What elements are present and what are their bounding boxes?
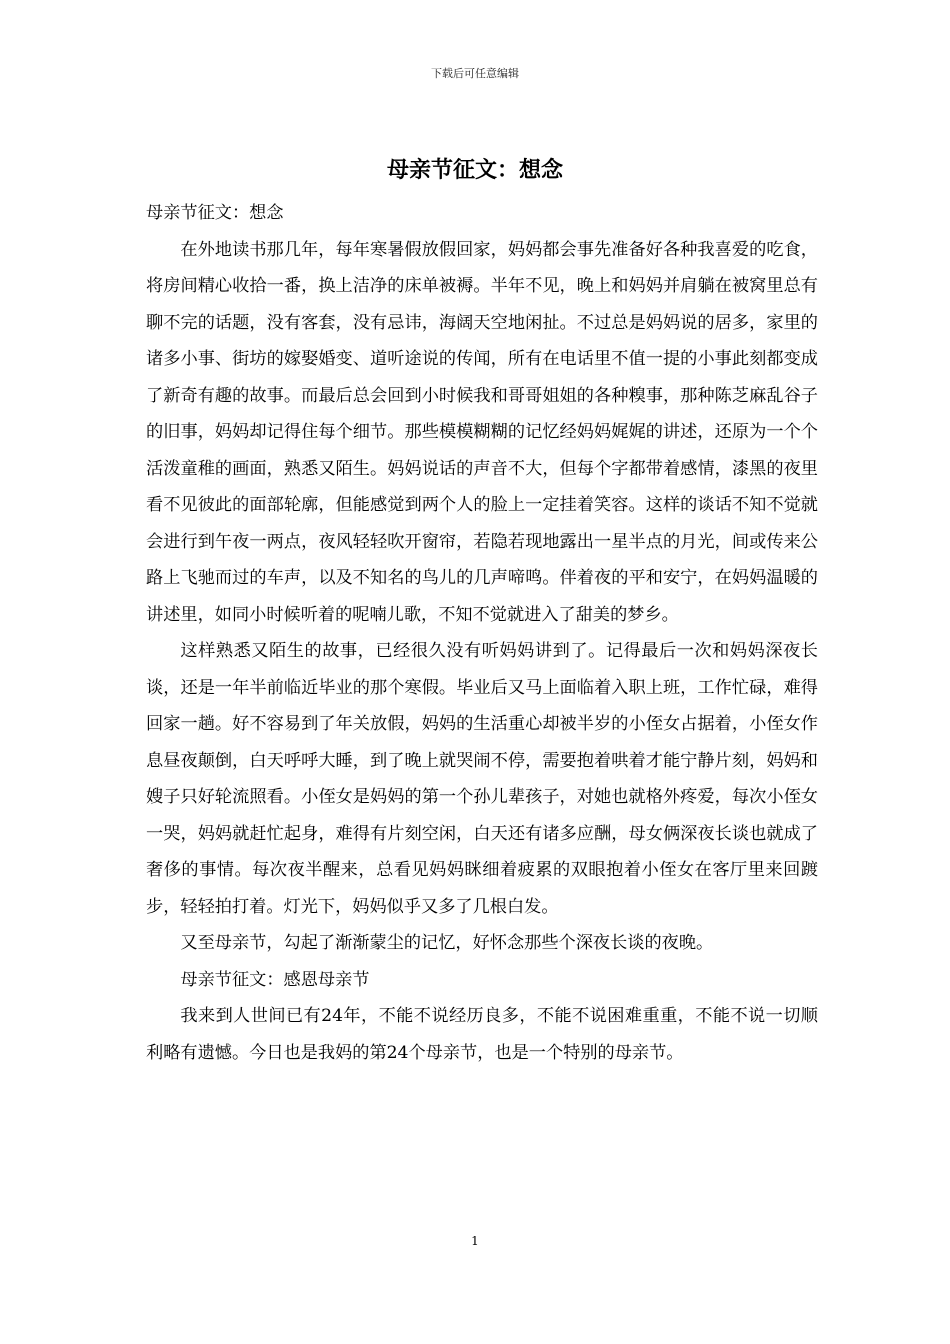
page-header: 下载后可任意编辑: [431, 67, 519, 80]
paragraph: 在外地读书那几年，每年寒暑假放假回家，妈妈都会事先准备好各种我喜爱的吃食，将房间精心收拾一番，换上洁净的床单被褥。半年不见，晚上和妈妈并肩躺在被窝里总有聊不完的话题，没有客套，没有忌讳，海阔天空地闲扯。不过总是妈妈说的居多，家里的诸多小事、街坊的嫁娶婚变、道听途说的传闻，所有在电话里不值一提的小事此刻都变成了新奇有趣的故事。而最后总会回到小时候我和哥哥姐姐的各种糗事，那种陈芝麻乱谷子的旧事，妈妈却记得住每个细节。那些模模糊糊的记忆经妈妈娓娓的讲述，还原为一个个活泼童稚的画面，熟悉又陌生。妈妈说话的声音不大，但每个字都带着感情，漆黑的夜里看不见彼此的面部轮廓，但能感觉到两个人的脸上一定挂着笑容。这样的谈话不知不觉就会进行到午夜一两点，夜风轻轻吹开窗帘，若隐若现地露出一星半点的月光，间或传来公路上飞驰而过的车声，以及不知名的鸟儿的几声啼鸣。伴着夜的平和安宁，在妈妈温暖的讲述里，如同小时候听着的呢喃儿歌，不知不觉就进入了甜美的梦乡。: [146, 239, 818, 625]
document-title: 母亲节征文：想念: [386, 157, 563, 183]
paragraph: 我来到人世间已有24年，不能不说经历良多，不能不说困难重重，不能不说一切顺利略有遗憾。今日也是我妈的第24个母亲节，也是一个特别的母亲节。: [146, 1006, 818, 1063]
section-heading: 母亲节征文：想念: [146, 203, 284, 223]
page-number: 1: [471, 1234, 479, 1248]
section-heading: 母亲节征文：感恩母亲节: [180, 969, 370, 990]
paragraph: 这样熟悉又陌生的故事，已经很久没有听妈妈讲到了。记得最后一次和妈妈深夜长谈，还是一年半前临近毕业的那个寒假。毕业后又马上面临着入职上班，工作忙碌，难得回家一趟。好不容易到了年关放假，妈妈的生活重心却被半岁的小侄女占据着，小侄女作息昼夜颠倒，白天呼呼大睡，到了晚上就哭闹不停，需要抱着哄着才能宁静片刻，妈妈和嫂子只好轮流照看。小侄女是妈妈的第一个孙儿辈孩子，对她也就格外疼爱，每次小侄女一哭，妈妈就赶忙起身，难得有片刻空闲，白天还有诸多应酬，母女俩深夜长谈也就成了奢侈的事情。每次夜半醒来，总看见妈妈眯细着疲累的双眼抱着小侄女在客厅里来回踱步，轻轻拍打着。灯光下，妈妈似乎又多了几根白发。: [146, 641, 818, 917]
paragraph: 又至母亲节，勾起了渐渐蒙尘的记忆，好怀念那些个深夜长谈的夜晚。: [180, 933, 714, 953]
document-body: [146, 195, 818, 1071]
